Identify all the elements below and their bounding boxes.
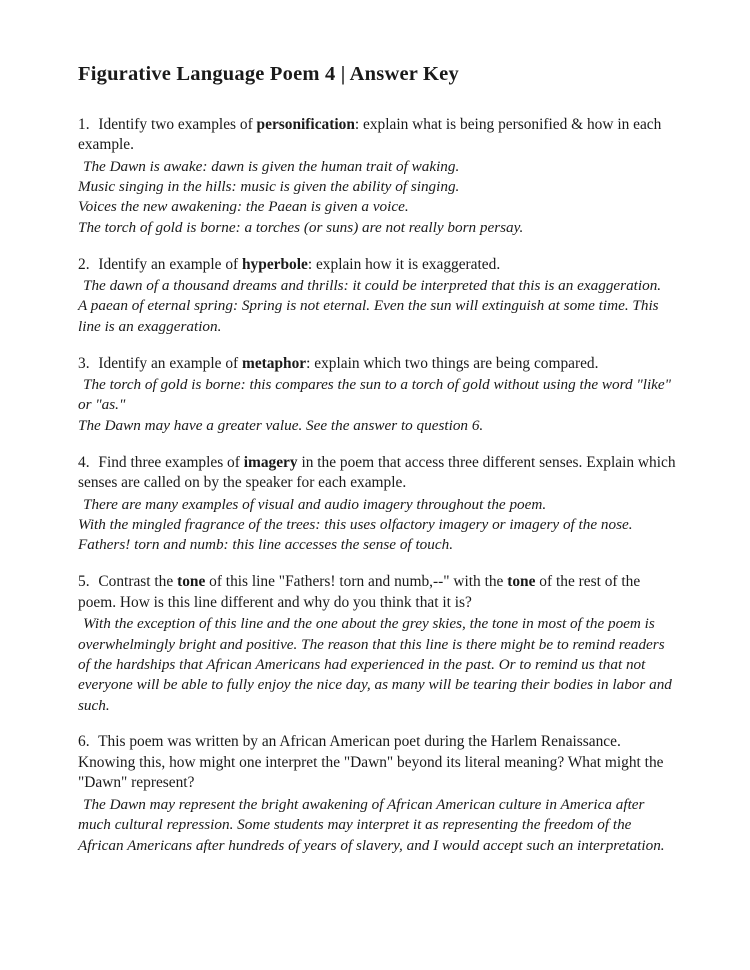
answer-text: The Dawn may have a greater value. See the answer to question 6. — [78, 416, 484, 434]
question-block — [78, 572, 678, 716]
question-prompt — [78, 453, 678, 494]
questions-container — [78, 115, 678, 856]
question-term: tone — [177, 573, 206, 591]
question-block — [78, 115, 678, 238]
question-prompt — [78, 354, 678, 374]
question-number: 1. — [78, 115, 90, 133]
question-text: of this line "Fathers! torn and numb,--" with the — [205, 573, 508, 591]
answer-text: Fathers! torn and numb: this line accesses the sense of touch. — [78, 536, 453, 554]
answer-text: There are many examples of visual and audio imagery throughout the poem. — [83, 495, 547, 513]
answer-text: The Dawn is awake: dawn is given the human trait of waking. — [83, 157, 460, 175]
question-term: personification — [256, 115, 355, 133]
answer-text: The torch of gold is borne: this compares the sun to a torch of gold without using the word "like" or "as." — [78, 376, 672, 414]
question-block — [78, 453, 678, 556]
question-number: 6. — [78, 733, 90, 751]
question-text: in the poem that access three different senses. Explain which senses are called on by the speaker for each example. — [78, 453, 676, 492]
question-number: 4. — [78, 453, 90, 471]
question-number: 5. — [78, 573, 90, 591]
question-term: metaphor — [242, 354, 307, 372]
answer-text: With the mingled fragrance of the trees: this uses olfactory imagery or imagery of the nose. — [78, 515, 633, 533]
question-text: Find three examples of — [98, 453, 244, 471]
question-block — [78, 732, 678, 856]
question-term: imagery — [243, 453, 298, 471]
page-title: Figurative Language Poem 4 | Answer Key — [78, 63, 459, 85]
question-block — [78, 255, 678, 338]
question-text: : explain how it is exaggerated. — [307, 255, 501, 273]
question-text: Identify two examples of — [98, 115, 257, 133]
answer-text: The Dawn may represent the bright awakening of African American culture in America after much cultural repression. Some students may interpret it as representing the freedom of the African Americans after hundreds of years of slavery, and I would accept such an interpretation. — [78, 795, 665, 854]
answer-text: The dawn of a thousand dreams and thrills: it could be interpreted that this is an exaggeration. — [83, 276, 662, 294]
answer-text: Voices the new awakening: the Paean is given a voice. — [78, 198, 409, 216]
answer-text: A paean of eternal spring: Spring is not eternal. Even the sun will extinguish at some time. This line is an exaggeration. — [78, 297, 659, 335]
question-term: tone — [507, 573, 536, 591]
question-prompt — [78, 255, 678, 275]
answer-text: The torch of gold is borne: a torches (or suns) are not really born persay. — [78, 218, 524, 236]
question-text: : explain what is being personified & how in each example. — [78, 115, 662, 154]
answer-text: With the exception of this line and the one about the grey skies, the tone in most of the poem is overwhelmingly bright and positive. The reason that this line is there might be to remind readers of the hardships that African Americans had experienced in the past. Or to remind us that not everyone will be able to fully enjoy the nice day, as many will be tearing their bodies in labor and such. — [78, 615, 672, 714]
question-text: : explain which two things are being compared. — [306, 354, 599, 372]
question-prompt — [78, 115, 678, 156]
question-text: Identify an example of — [98, 255, 242, 273]
question-text: This poem was written by an African American poet during the Harlem Renaissance. Knowing this, how might one interpret the "Dawn" beyond its literal meaning? What might the "Dawn" represent? — [78, 733, 664, 792]
question-number: 2. — [78, 255, 90, 273]
question-prompt — [78, 732, 678, 793]
question-text: Identify an example of — [98, 354, 242, 372]
question-text: Contrast the — [98, 573, 178, 591]
question-term: hyperbole — [242, 255, 308, 273]
question-text: of the rest of the poem. How is this line different and why do you think that it is? — [78, 573, 641, 611]
question-number: 3. — [78, 354, 90, 372]
question-prompt — [78, 572, 678, 613]
answer-text: Music singing in the hills: music is given the ability of singing. — [78, 177, 460, 195]
question-block — [78, 354, 678, 437]
